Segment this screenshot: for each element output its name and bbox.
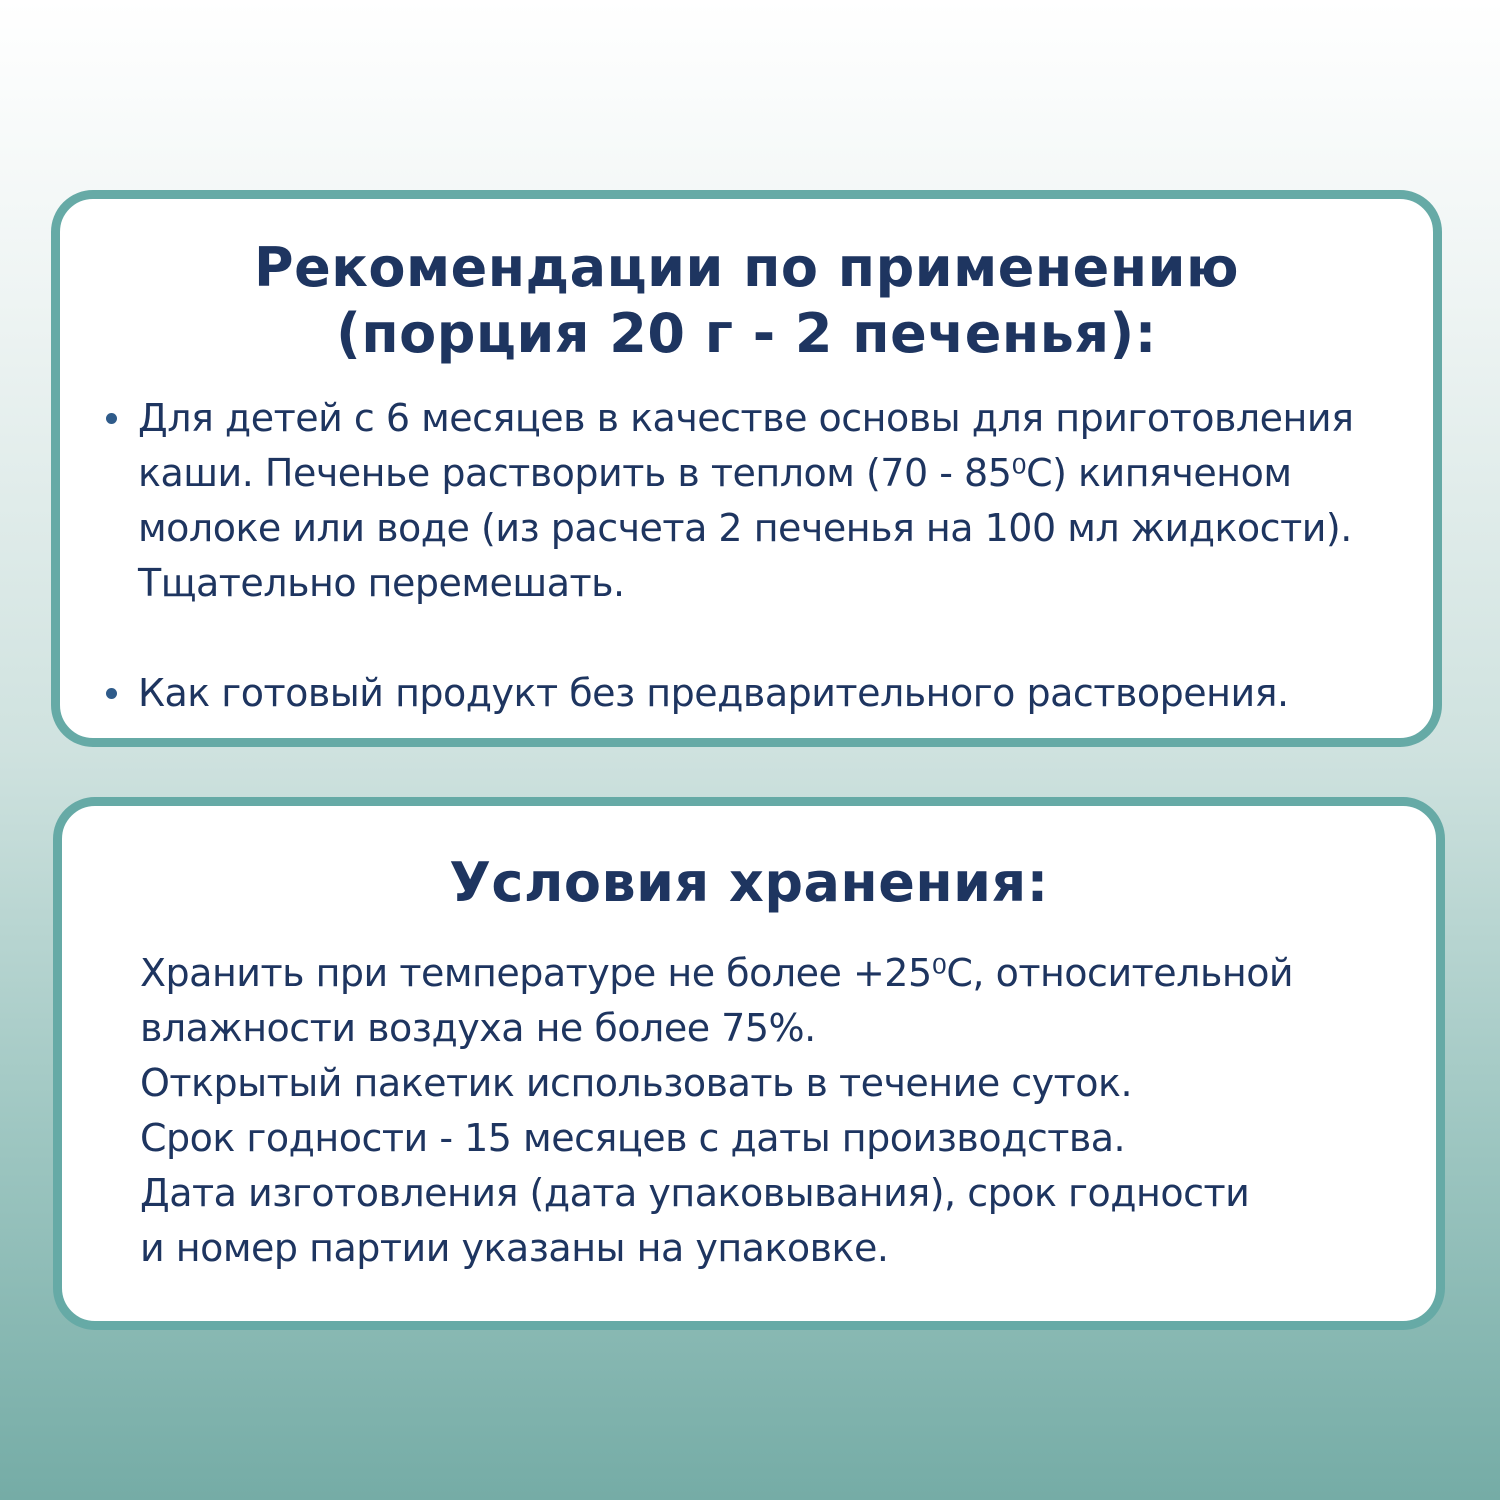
- storage-line: влажности воздуха не более 75%.: [140, 1006, 816, 1050]
- storage-conditions-card: [53, 797, 1445, 1330]
- storage-line: Срок годности - 15 месяцев с даты производства.: [140, 1116, 1126, 1160]
- usage-recommendations-card: [51, 190, 1442, 747]
- usage-list: [60, 391, 1433, 721]
- storage-line: Дата изготовления (дата упаковывания), срок годности: [140, 1171, 1250, 1215]
- usage-title-line2: (порция 20 г - 2 печенья):: [336, 302, 1157, 365]
- storage-title: Условия хранения:: [449, 851, 1049, 914]
- storage-line: Открытый пакетик использовать в течение суток.: [140, 1061, 1133, 1105]
- usage-title-line1: Рекомендации по применению: [254, 236, 1239, 299]
- usage-bullet: Как готовый продукт без предварительного растворения.: [60, 666, 1433, 721]
- storage-line: и номер партии указаны на упаковке.: [140, 1226, 889, 1270]
- storage-text: [62, 946, 1436, 1276]
- usage-bullet: Для детей с 6 месяцев в качестве основы для приготовления каши. Печенье растворить в теплом (70 - 85⁰С) кипяченом молоке или воде (из расчета 2 печенья на 100 мл жидкости). Тщательно перемешать.: [60, 391, 1433, 611]
- storage-line: Хранить при температуре не более +25⁰С, относительной: [140, 951, 1294, 995]
- usage-title: [60, 235, 1433, 367]
